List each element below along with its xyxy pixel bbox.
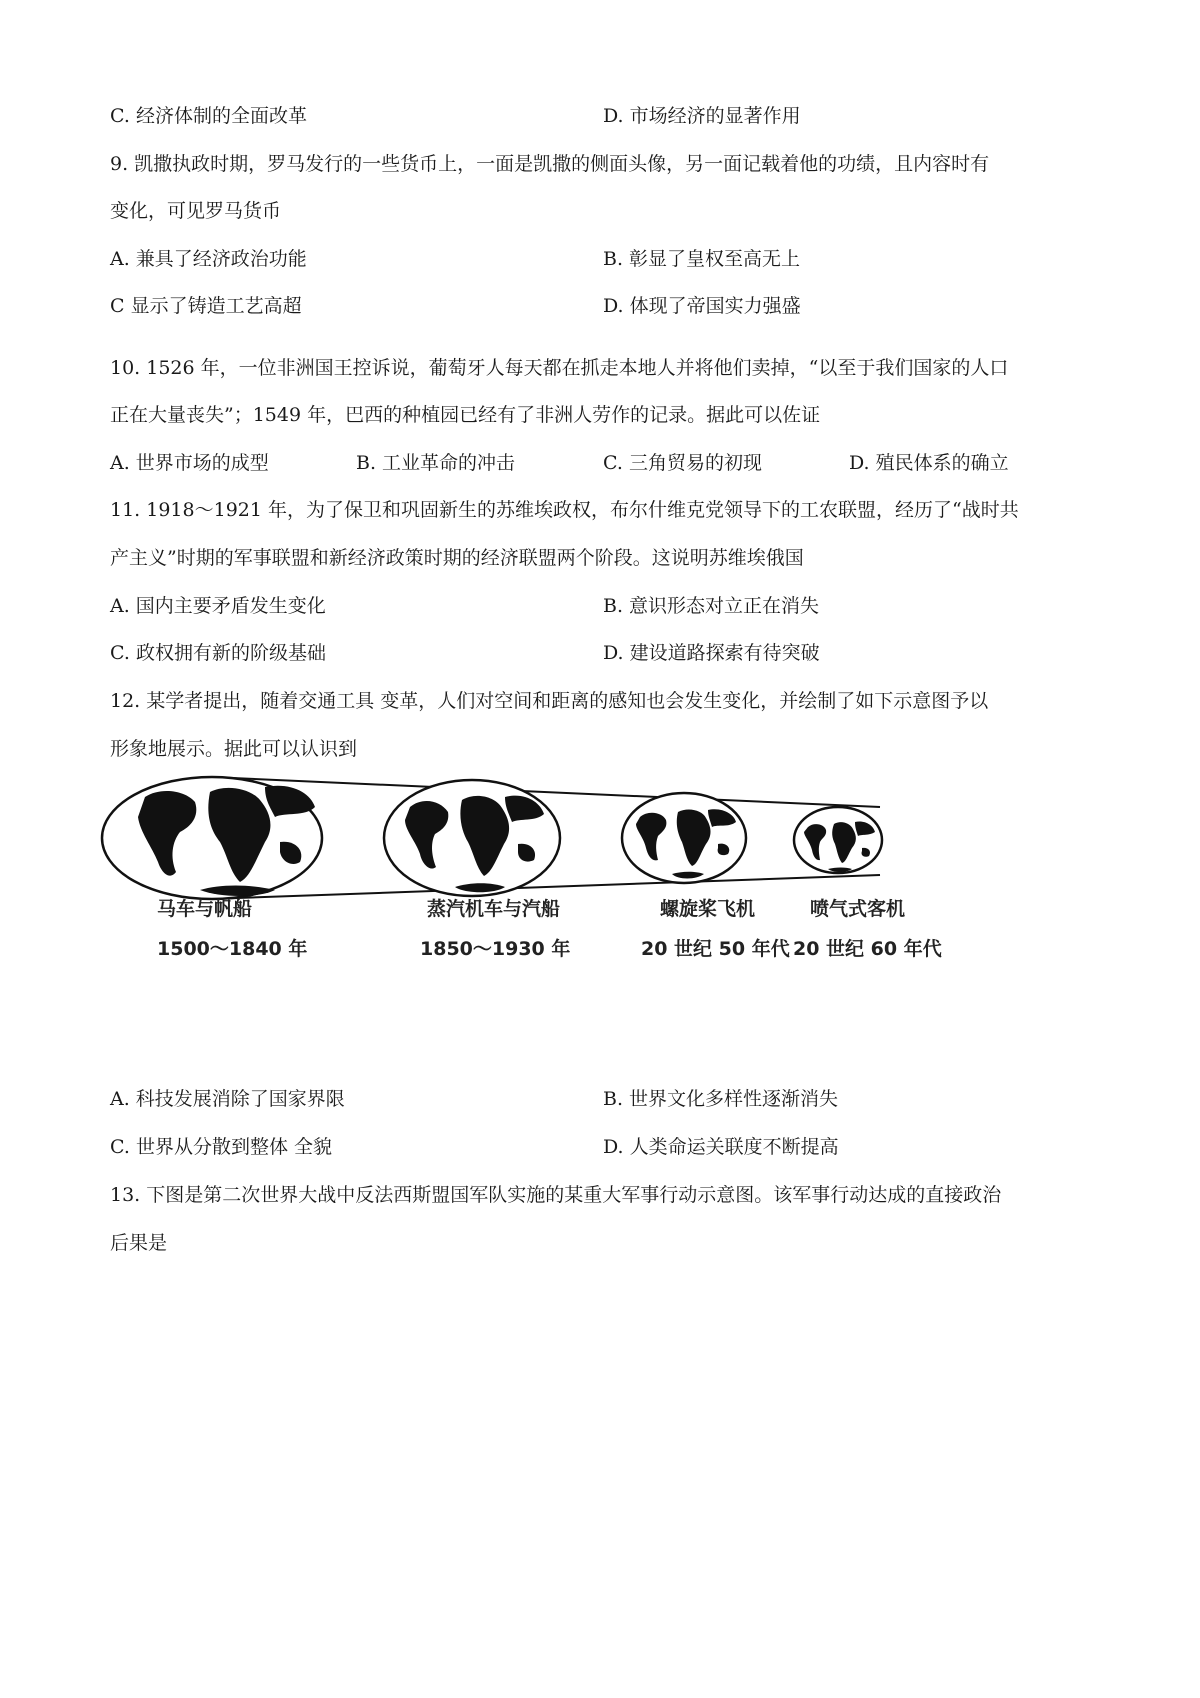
figure-period-2: 1850～1930 年 <box>420 938 571 960</box>
figure-label-1: 马车与帆船 <box>157 898 253 920</box>
q9-stem-line1: 9. 凯撒执政时期，罗马发行的一些货币上，一面是凯撒的侧面头像，另一面记载着他的功绩，且内容时有 <box>110 153 990 175</box>
globe-1 <box>102 777 322 899</box>
q12-stem-line2: 形象地展示。据此可以认识到 <box>110 738 358 760</box>
q9-option-c: C 显示了铸造工艺高超 <box>110 295 302 317</box>
q10-option-b: B. 工业革命的冲击 <box>356 452 516 474</box>
q8-option-d: D. 市场经济的显著作用 <box>603 105 801 127</box>
figure-label-3: 螺旋桨飞机 <box>660 898 756 920</box>
q9-stem-line2: 变化，可见罗马货币 <box>110 200 282 222</box>
q11-option-b: B. 意识形态对立正在消失 <box>603 595 820 617</box>
globe-2 <box>384 780 560 896</box>
q12-option-a: A. 科技发展消除了国家界限 <box>110 1088 345 1110</box>
q10-stem-line2: 正在大量丧失”；1549 年，巴西的种植园已经有了非洲人劳作的记录。据此可以佐证 <box>110 404 821 426</box>
q13-stem-line2: 后果是 <box>110 1232 168 1254</box>
figure-period-3: 20 世纪 50 年代 <box>641 938 790 960</box>
q11-option-c: C. 政权拥有新的阶级基础 <box>110 642 326 664</box>
q13-stem-line1: 13. 下图是第二次世界大战中反法西斯盟国军队实施的某重大军事行动示意图。该军事行动达成的直接政治 <box>110 1184 1002 1206</box>
figure-period-1: 1500～1840 年 <box>157 938 308 960</box>
globe-3 <box>622 793 746 883</box>
shrinking-world-figure <box>100 772 940 902</box>
figure-period-4: 20 世纪 60 年代 <box>793 938 942 960</box>
figure-label-2: 蒸汽机车与汽船 <box>427 898 561 920</box>
q11-option-d: D. 建设道路探索有待突破 <box>603 642 820 664</box>
q12-option-d: D. 人类命运关联度不断提高 <box>603 1136 839 1158</box>
q12-stem-line1: 12. 某学者提出，随着交通工具 变革，人们对空间和距离的感知也会发生变化，并绘制了如下示意图予以 <box>110 690 989 712</box>
q10-option-d: D. 殖民体系的确立 <box>849 452 1009 474</box>
q9-option-a: A. 兼具了经济政治功能 <box>110 248 307 270</box>
q9-option-b: B. 彰显了皇权至高无上 <box>603 248 801 270</box>
q11-option-a: A. 国内主要矛盾发生变化 <box>110 595 326 617</box>
q10-option-a: A. 世界市场的成型 <box>110 452 269 474</box>
taper-bottom-line <box>210 875 880 899</box>
figure-label-4: 喷气式客机 <box>810 898 906 920</box>
q9-option-d: D. 体现了帝国实力强盛 <box>603 295 801 317</box>
q10-stem-line1: 10. 1526 年，一位非洲国王控诉说，葡萄牙人每天都在抓走本地人并将他们卖掉，“以至于我们国家的人口 <box>110 357 1009 379</box>
q11-stem-line2: 产主义”时期的军事联盟和新经济政策时期的经济联盟两个阶段。这说明苏维埃俄国 <box>110 547 804 569</box>
q10-option-c: C. 三角贸易的初现 <box>603 452 762 474</box>
q12-option-c: C. 世界从分散到整体 全貌 <box>110 1136 332 1158</box>
q11-stem-line1: 11. 1918～1921 年，为了保卫和巩固新生的苏维埃政权，布尔什维克党领导下的工农联盟，经历了“战时共 <box>110 499 1019 521</box>
q12-option-b: B. 世界文化多样性逐渐消失 <box>603 1088 839 1110</box>
q8-option-c: C. 经济体制的全面改革 <box>110 105 307 127</box>
globe-4 <box>794 807 882 873</box>
